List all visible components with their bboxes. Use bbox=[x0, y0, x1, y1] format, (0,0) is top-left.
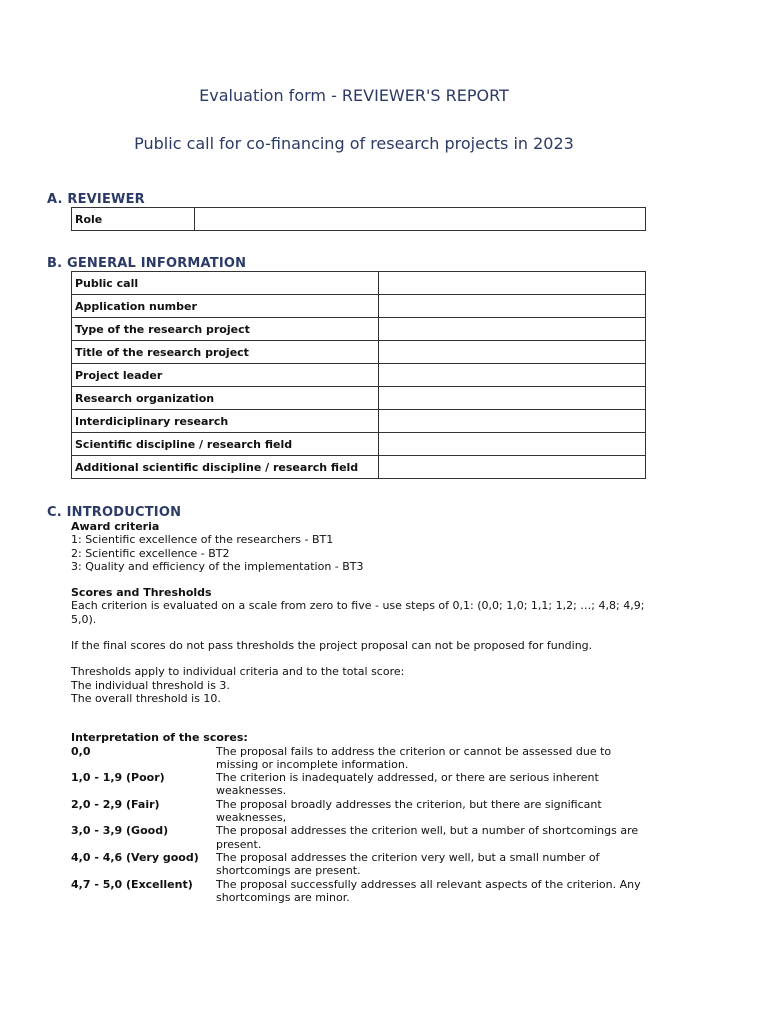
field-label: Public call bbox=[72, 272, 379, 295]
field-label: Research organization bbox=[72, 387, 379, 410]
table-row bbox=[71, 771, 646, 798]
table-row bbox=[72, 208, 646, 231]
reviewer-table bbox=[71, 207, 646, 231]
table-row bbox=[72, 318, 646, 341]
table-row bbox=[71, 851, 646, 878]
table-row bbox=[71, 798, 646, 825]
general-info-table bbox=[71, 271, 646, 479]
project-leader-field[interactable] bbox=[379, 364, 646, 387]
scores-title: Scores and Thresholds bbox=[71, 586, 212, 600]
score-range: 1,0 - 1,9 (Poor) bbox=[71, 771, 165, 785]
public-call-field[interactable] bbox=[379, 272, 646, 295]
score-range: 3,0 - 3,9 (Good) bbox=[71, 824, 169, 838]
interpretation-title: Interpretation of the scores: bbox=[71, 731, 248, 745]
table-row bbox=[72, 456, 646, 479]
field-label: Project leader bbox=[72, 364, 379, 387]
score-description: The proposal addresses the criterion well, but a number of shortcomings are present. bbox=[216, 824, 639, 851]
field-label: Interdiciplinary research bbox=[72, 410, 379, 433]
criterion-item: 3: Quality and efficiency of the implementation - BT3 bbox=[71, 559, 364, 573]
section-b-heading: B. GENERAL INFORMATION bbox=[47, 256, 247, 271]
score-range: 4,0 - 4,6 (Very good) bbox=[71, 850, 199, 864]
additional-discipline-field[interactable] bbox=[379, 456, 646, 479]
individual-threshold: The individual threshold is 3. bbox=[71, 678, 230, 692]
field-label: Application number bbox=[72, 295, 379, 318]
score-range: 2,0 - 2,9 (Fair) bbox=[71, 797, 160, 811]
criterion-item: 1: Scientific excellence of the researchers - BT1 bbox=[71, 533, 334, 547]
table-row bbox=[72, 387, 646, 410]
score-range: 0,0 bbox=[71, 744, 91, 758]
award-criteria-title: Award criteria bbox=[71, 520, 160, 533]
score-description: The proposal broadly addresses the criterion, but there are significant weaknesses, bbox=[216, 797, 602, 825]
threshold-note: If the final scores do not pass thresholds the project proposal can not be proposed for funding. bbox=[71, 639, 593, 653]
research-organization-field[interactable] bbox=[379, 387, 646, 410]
discipline-field[interactable] bbox=[379, 433, 646, 456]
scale-text: Each criterion is evaluated on a scale from zero to five - use steps of 0,1: (0,0; 1,0; 1,1; 1,2; …; 4,8; 4,9; 5,0). bbox=[71, 599, 645, 626]
table-row bbox=[71, 878, 646, 905]
table-row bbox=[72, 364, 646, 387]
field-label: Type of the research project bbox=[72, 318, 379, 341]
section-c-heading: C. INTRODUCTION bbox=[47, 505, 182, 520]
form-title: Evaluation form - REVIEWER'S REPORT bbox=[199, 86, 509, 105]
table-row bbox=[72, 410, 646, 433]
interpretation-table bbox=[71, 745, 646, 905]
application-number-field[interactable] bbox=[379, 295, 646, 318]
section-a-heading: A. REVIEWER bbox=[47, 192, 145, 207]
score-description: The proposal addresses the criterion very well, but a small number of shortcomings are present. bbox=[216, 850, 600, 878]
interdisciplinary-field[interactable] bbox=[379, 410, 646, 433]
overall-threshold: The overall threshold is 10. bbox=[71, 691, 221, 705]
score-description: The criterion is inadequately addressed, or there are serious inherent weaknesses. bbox=[216, 771, 599, 798]
score-range: 4,7 - 5,0 (Excellent) bbox=[71, 877, 193, 891]
score-description: The proposal fails to address the criterion or cannot be assessed due to missing or incomplete information. bbox=[216, 744, 612, 771]
table-row bbox=[72, 341, 646, 364]
field-label: Scientific discipline / research field bbox=[72, 433, 379, 456]
table-row bbox=[72, 433, 646, 456]
score-description: The proposal successfully addresses all relevant aspects of the criterion. Any shortcomings are minor. bbox=[216, 877, 641, 904]
role-field[interactable] bbox=[195, 208, 646, 231]
field-label: Role bbox=[72, 208, 195, 231]
table-row bbox=[71, 745, 646, 772]
project-title-field[interactable] bbox=[379, 341, 646, 364]
form-subtitle: Public call for co-financing of research projects in 2023 bbox=[134, 134, 574, 153]
thresholds-intro: Thresholds apply to individual criteria and to the total score: bbox=[71, 665, 405, 679]
field-label: Title of the research project bbox=[72, 341, 379, 364]
table-row bbox=[72, 272, 646, 295]
table-row bbox=[71, 824, 646, 851]
field-label: Additional scientific discipline / research field bbox=[72, 456, 379, 479]
criterion-item: 2: Scientific excellence - BT2 bbox=[71, 546, 230, 560]
project-type-field[interactable] bbox=[379, 318, 646, 341]
table-row bbox=[72, 295, 646, 318]
introduction-body bbox=[71, 520, 651, 904]
